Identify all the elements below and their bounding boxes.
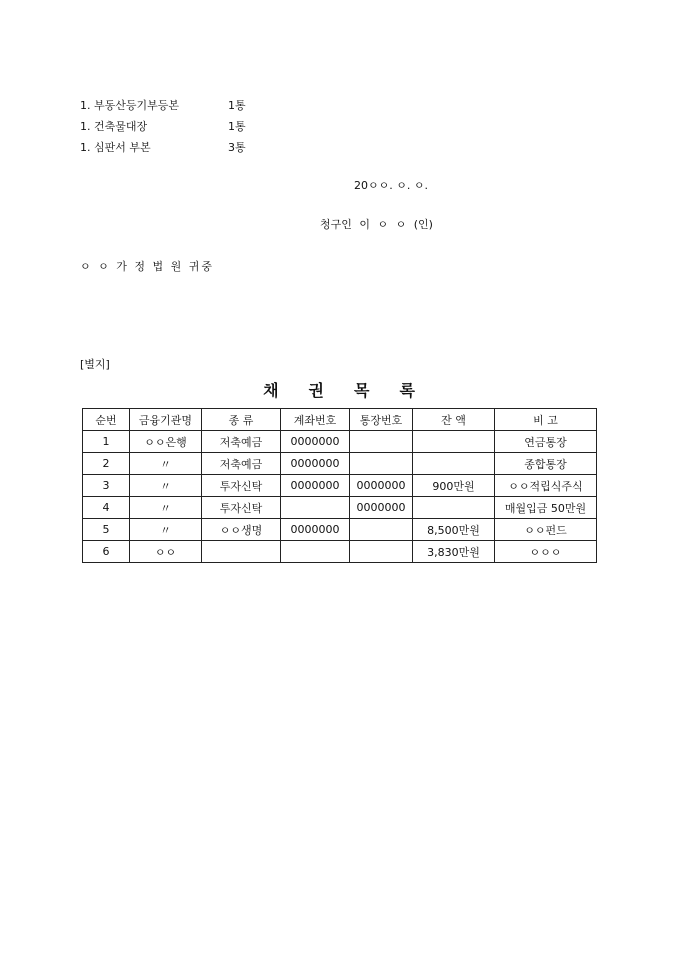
cell-type: 투자신탁 <box>202 475 281 497</box>
cell-seq: 6 <box>83 541 130 563</box>
attachment-count: 1통 <box>228 99 246 112</box>
attachment-item <box>80 116 246 137</box>
cell-passbook-number: 0000000 <box>350 475 413 497</box>
document-date: 20ㅇㅇ. ㅇ. ㅇ. <box>354 179 428 192</box>
cell-type: ㅇㅇ생명 <box>202 519 281 541</box>
table-header-row <box>83 409 597 431</box>
cell-balance <box>413 453 495 475</box>
cell-account-number: 0000000 <box>281 519 350 541</box>
cell-passbook-number <box>350 453 413 475</box>
cell-seq: 2 <box>83 453 130 475</box>
attachment-name: 1. 심판서 부본 <box>80 141 151 154</box>
cell-type: 저축예금 <box>202 431 281 453</box>
cell-account-number: 0000000 <box>281 453 350 475</box>
attachment-item <box>80 95 246 116</box>
cell-type: 저축예금 <box>202 453 281 475</box>
cell-remarks: ㅇㅇㅇ <box>495 541 597 563</box>
cell-passbook-number <box>350 541 413 563</box>
table-title: 채권목록 <box>263 381 445 400</box>
cell-balance <box>413 431 495 453</box>
table-row <box>83 519 597 541</box>
header-remarks: 비 고 <box>495 409 597 431</box>
cell-type <box>202 541 281 563</box>
attachment-list <box>80 95 246 158</box>
cell-institution: 〃 <box>130 475 202 497</box>
table-row <box>83 453 597 475</box>
cell-institution: ㅇㅇ은행 <box>130 431 202 453</box>
cell-remarks: ㅇㅇ적립식주식 <box>495 475 597 497</box>
header-passbook-number: 통장번호 <box>350 409 413 431</box>
claimant-signature: 청구인 이 ㅇ ㅇ (인) <box>320 218 433 231</box>
cell-remarks: 연금통장 <box>495 431 597 453</box>
cell-seq: 1 <box>83 431 130 453</box>
cell-account-number: 0000000 <box>281 431 350 453</box>
court-addressee: ㅇ ㅇ 가 정 법 원 귀중 <box>80 260 214 273</box>
cell-remarks: ㅇㅇ펀드 <box>495 519 597 541</box>
bond-list-table <box>82 408 597 563</box>
cell-institution: ㅇㅇ <box>130 541 202 563</box>
table-row <box>83 431 597 453</box>
cell-balance: 900만원 <box>413 475 495 497</box>
header-balance: 잔 액 <box>413 409 495 431</box>
cell-balance <box>413 497 495 519</box>
cell-remarks: 종합통장 <box>495 453 597 475</box>
attachment-count: 1통 <box>228 120 246 133</box>
attachment-name: 1. 부동산등기부등본 <box>80 99 179 112</box>
cell-passbook-number <box>350 519 413 541</box>
cell-seq: 3 <box>83 475 130 497</box>
annex-label: [별지] <box>80 358 110 371</box>
cell-institution: 〃 <box>130 519 202 541</box>
attachment-item <box>80 137 246 158</box>
cell-remarks: 매월입금 50만원 <box>495 497 597 519</box>
cell-seq: 4 <box>83 497 130 519</box>
cell-account-number <box>281 541 350 563</box>
cell-account-number <box>281 497 350 519</box>
table-row <box>83 475 597 497</box>
cell-type: 투자신탁 <box>202 497 281 519</box>
header-type: 종 류 <box>202 409 281 431</box>
header-institution: 금융기관명 <box>130 409 202 431</box>
table-row <box>83 541 597 563</box>
attachment-count: 3통 <box>228 141 246 154</box>
cell-seq: 5 <box>83 519 130 541</box>
cell-balance: 3,830만원 <box>413 541 495 563</box>
cell-institution: 〃 <box>130 497 202 519</box>
header-account-number: 계좌번호 <box>281 409 350 431</box>
cell-balance: 8,500만원 <box>413 519 495 541</box>
header-seq: 순번 <box>83 409 130 431</box>
table-row <box>83 497 597 519</box>
cell-account-number: 0000000 <box>281 475 350 497</box>
cell-passbook-number <box>350 431 413 453</box>
cell-passbook-number: 0000000 <box>350 497 413 519</box>
cell-institution: 〃 <box>130 453 202 475</box>
attachment-name: 1. 건축물대장 <box>80 120 148 133</box>
